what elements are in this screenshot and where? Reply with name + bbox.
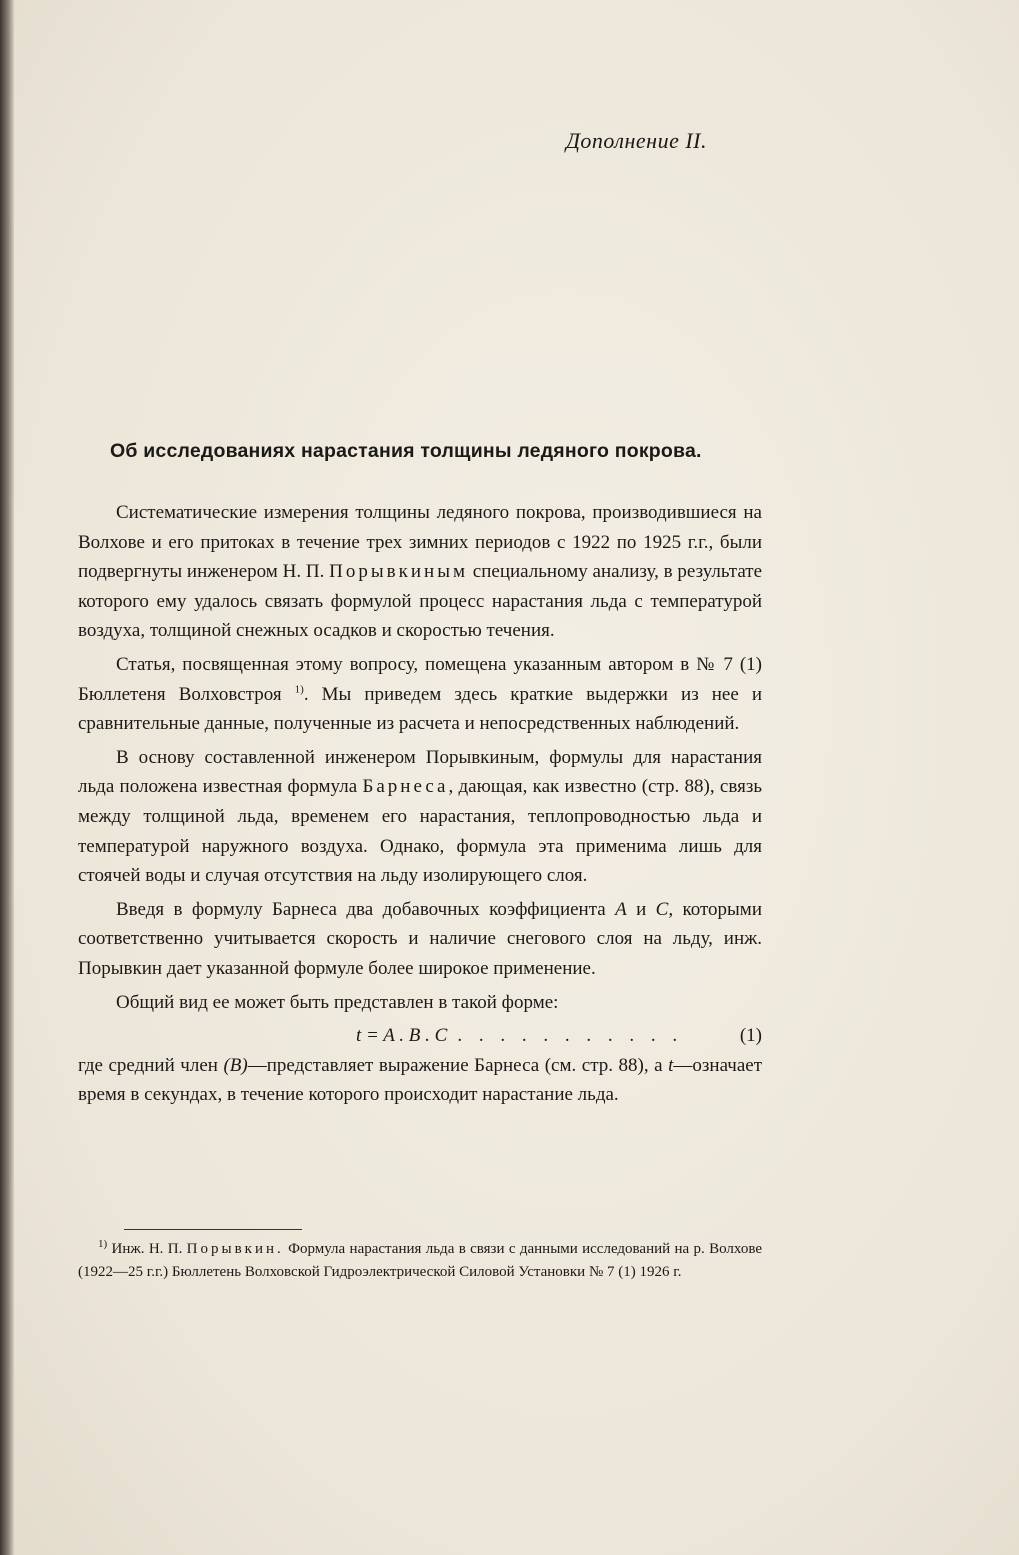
variable: A: [615, 898, 627, 920]
paragraph-3: В основу составленной инженером Порывкиным, формулы для нарастания льда положена известная формула Барнеса, дающая, как известно (стр. 88), связь между толщиной льда, временем его нарастания, теплопроводностью льда и температурой наружного воздуха. Однако, формула эта применима лишь для стоячей воды и случая отсутствия на льду изолирующего слоя.: [78, 746, 762, 887]
formula-expression: t = A . B . C: [356, 1025, 448, 1047]
page: [14, 0, 1019, 1555]
paragraph-2: Статья, посвященная этому вопросу, помещена указанным автором в № 7 (1) Бюллетеня Волховстроя $^{1)}$. Мы приведем здесь краткие выдержки из нее и сравнительные данные, полученные из расчета и непосредственных наблюдений.: [78, 653, 762, 735]
footnote-mark: 1): [98, 1238, 108, 1250]
body-text: [78, 498, 762, 1114]
variable: t: [668, 1054, 674, 1076]
book-spine-shadow: [0, 0, 14, 1555]
paragraph-1: Систематические измерения толщины ледяного покрова, производившиеся на Волхове и его притоках в течение трех зимних периодов с 1922 по 1925 г.г., были подвергнуты инженером Н. П. Порывкиным специальному анализу, в результате которого ему удалось связать формулой процесс нарастания льда с температурой воздуха, толщиной снежных осадков и скоростью течения.: [78, 502, 762, 642]
running-header: Дополнение II.: [565, 128, 707, 153]
paragraph-6: где средний член (B)—представляет выражение Барнеса (см. стр. 88), а t—означает время в секундах, в течение которого происходит нарастание льда.: [78, 1054, 762, 1106]
variable: (B): [223, 1054, 248, 1076]
paragraph-4: Введя в формулу Барнеса два добавочных коэффициента A и C, которыми соответственно учитывается скорость и наличие снегового слоя на льду, инж. Порывкин дает указанной формуле более широкое применение.: [78, 898, 762, 979]
formula-number: (1): [739, 1025, 762, 1047]
variable: C,: [655, 898, 674, 920]
spaced-name: Порывкиным: [329, 561, 468, 583]
footnote-rule: [124, 1229, 302, 1230]
section-title: Об исследованиях нарастания толщины ледяного покрова.: [110, 440, 702, 462]
spaced-name: Порывкин.: [186, 1241, 284, 1257]
formula-leader-dots: . . . . . . . . . . .: [457, 1025, 684, 1047]
paragraph-5: Общий вид ее может быть представлен в такой форме:: [116, 991, 559, 1013]
footnote-ref: 1): [294, 683, 304, 696]
footnote: $^{1)}$ Инж. Н. П. Порывкин. Формула нарастания льда в связи с данными исследований на р. Волхове (1922—25 г.г.) Бюллетень Волховской Гидроэлектрической Силовой Установки № 7 (1) 1926 г.: [78, 1238, 762, 1280]
formula-1: [78, 1021, 762, 1051]
spaced-name: Барнеса: [362, 776, 449, 798]
